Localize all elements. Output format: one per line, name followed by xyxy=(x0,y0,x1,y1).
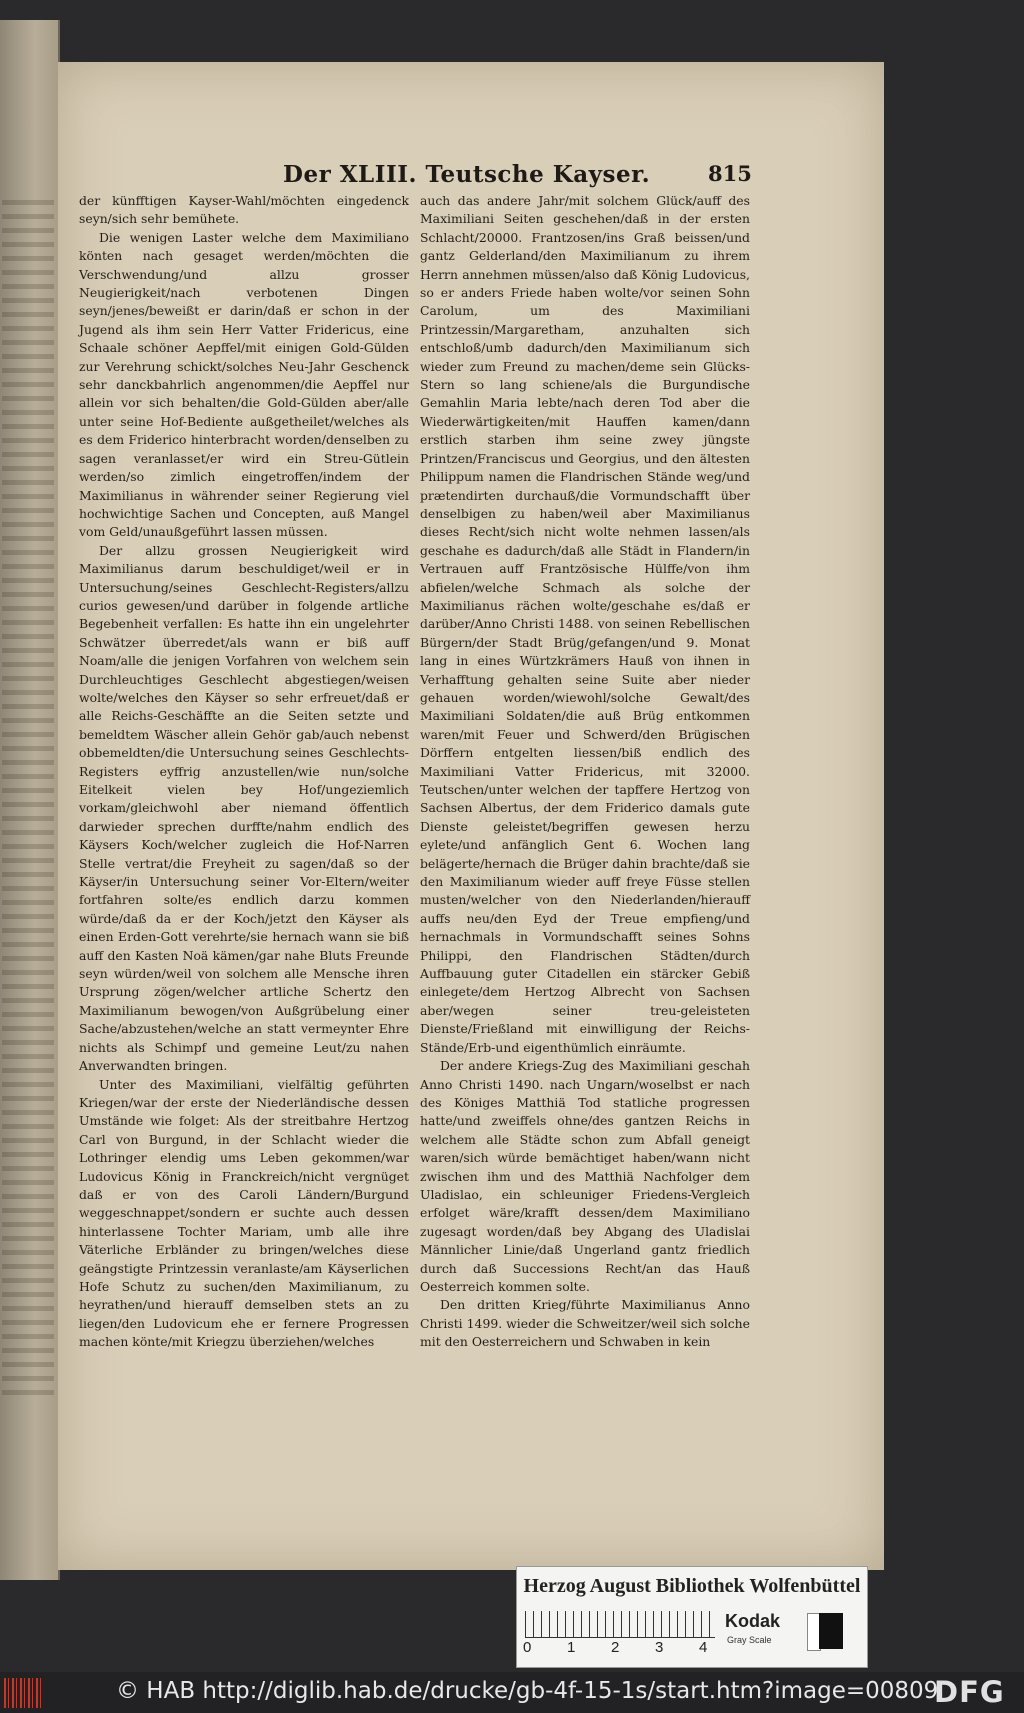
ruler-number: 4 xyxy=(699,1639,708,1656)
paragraph: Der andere Kriegs-Zug des Maximiliani geschah Anno Christi 1490. nach Ungarn/woselbst er nach des Königes Matthiä Tod statliche progressen hatte/und zweiffels ohne/des gantzen Reichs in welchem alle Städte schon zum Abfall geneigt waren/sich würde bemächtiget haben/wann nicht zwischen ihm und des Matthiä Nachfolger dem Uladislao, ein schleuniger Friedens-Vergleich erfolget wäre/krafft dessen/dem Maximiliano zugesagt worden/daß bey Abgang des Uladislai Männlicher Linie/daß Ungerland gantz friedlich durch daß Successions Recht/an das Hauß Oesterreich kommen solte. xyxy=(420,1058,750,1294)
page-header xyxy=(58,157,884,197)
kodak-sublabel: Gray Scale xyxy=(727,1635,772,1645)
page-title: Der XLIII. Teutsche Kayser. xyxy=(283,161,651,188)
paragraph: Unter des Maximiliani, vielfältig geführten Kriegen/war der erste der Niederländische dessen Umstände wie folget: Als der streitbahre Hertzog Carl von Burgund, in der Schlacht wieder die Lothringer elendig ums Leben gekommen/war Ludovicus König in Franckreich/nicht vergnüget daß er von des Caroli Ländern/Burgund weggeschnappet/sondern er suchte auch dessen hinterlassene Tochter Mariam, umb alle ihre Väterliche Erbländer zu bringen/welches diese geängstigte Printzessin veranlaste/am Käyserlichen Hofe Schutz zu suchen/den Maximilianum, zu heyrathen/und hierauff demselben stets an zu liegen/den Ludovicum ehe er fernere Progressen machen könte/mit Kriegzu überziehen/welches xyxy=(79,1076,409,1350)
left-text-column xyxy=(79,192,409,1352)
viewer-footer xyxy=(0,1672,1024,1713)
paragraph: auch das andere Jahr/mit solchem Glück/auff des Maximiliani Seiten geschehen/daß in der ersten Schlacht/20000. Frantzosen/ins Graß beissen/und gantz Gelderland/den Maximilianum zu ihrem Herrn annehmen müssen/also daß König Ludovicus, so er anders Friede haben wolte/vor seinen Sohn Carolum, um des Maximiliani Printzessin/Margaretham, anzuhalten sich entschloß/umb dadurch/den Maximilianum sich wieder zum Freund zu machen/deme sein Glücks-Stern so lang schiene/als die Burgundische Gemahlin Maria lebte/nach deren Tod aber die Wiederwärtigkeiten/mit Hauffen kamen/dann erstlich starben ihm seine zwey jüngste Printzen/Franciscus und Georgius, und den ältesten Philippum namen die Flandrischen Stände weg/und prætendirten durchauß/die Vormundschafft über denselbigen zu haben/weil aber Maximilianus dieses Recht/sich nicht wolte nehmen lassen/als geschahe es dadurch/daß alle Städt in Flandern/in Vertrauen auff Frantzösische Hülffe/von ihm abfielen/welche Schmach als solche der Maximilianus rächen wolte/geschahe es/daß er darüber/Anno Christi 1488. von seinen Rebellischen Bürgern/der Stadt Brüg/gefangen/und 9. Monat lang in eines Würtzkrämers Hauß von ihnen in Verhafftung gehalten seine Suite aber nieder gehauen worden/wiewohl/solche Gewalt/des Maximiliani Soldaten/die auß Brüg entkommen waren/mit Feuer und Schwerd/den Brügischen Dörffern entgelten liessen/biß endlich des Maximiliani Vatter Fridericus, mit 32000. Teutschen/unter welchen der tapffere Hertzog von Sachsen Albertus, der dem Friderico damals gute Dienste geleistet/begriffen gewesen herzu eylete/und anfänglich Gent 6. Wochen lang belägerte/hernach die Brüger dahin brachte/daß sie den Maximilianum wieder auff freye Füsse stellen musten/welcher von den Niederlanden/hierauff auffs neu/den Eyd der Treue empfieng/und hernachmals in Vormundschafft seines Sohns Philippi, den Flandrischen Städten/durch Auffbauung guter Citadellen ein stärcker Gebiß einlegete/dem Hertzog Albrecht von Sachsen aber/wegen seiner treu-geleisteten Dienste/Frießland mit einwilligung der Reichs-Stände/Erb-und eigenthümlich einräumte. xyxy=(420,193,750,1055)
ruler-numbers xyxy=(523,1639,713,1659)
barcode-icon xyxy=(4,1678,44,1708)
ruler-number: 2 xyxy=(611,1639,620,1656)
previous-page-edge xyxy=(0,20,60,1580)
dfg-logo: DFG xyxy=(934,1675,1005,1709)
previous-page-text-fragments xyxy=(2,200,54,1400)
page-number: 815 xyxy=(708,161,752,186)
library-name: Herzog August Bibliothek Wolfenbüttel xyxy=(523,1575,861,1597)
paragraph: der künfftigen Kayser-Wahl/möchten eingedenck seyn/sich sehr bemühete. xyxy=(79,193,409,227)
ruler-number: 0 xyxy=(523,1639,532,1656)
black-patch xyxy=(819,1613,843,1649)
kodak-gray-scale xyxy=(719,1609,859,1661)
paragraph: Der allzu grossen Neugierigkeit wird Maximilianus darum beschuldiget/weil er in Untersuchung/seines Geschlecht-Registers/allzu curios gewesen/und darüber in folgende artliche Begebenheit verfallen: Es hatte ihn ein ungelehrter Schwätzer überredet/als wann er biß auff Noam/alle die jenigen Vorfahren von welchem sein Durchleuchtiges Geschlecht abgestiegen/weisen wolte/welches den Käyser so sehr erfreuet/daß er alle Reichs-Geschäffte an die Seiten setzte und bemeldtem Wäscher allein Gehör gab/auch nebenst obbemeldten/die Untersuchung seines Geschlechts-Registers eyffrig anzustellen/wie nun/solche Eitelkeit vielen bey Hof/ungeziemlich vorkam/gleichwohl aber niemand öffentlich darwieder sprechen durffte/nahm endlich des Käysers Koch/welcher zugleich die Hof-Narren Stelle vertrat/die Freyheit zu sagen/daß so der Käyser/in Untersuchung seiner Vor-Eltern/weiter fortfahren solte/es endlich darzu kommen würde/daß da er der Koch/jetzt den Käyser als einen Erden-Gott verehrte/sie hernach wann sie biß auff den Kasten Noä kämen/gar nahe Bluts Freunde seyn würden/weil von solchem alle Mensche ihren Ursprung zögen/welcher artliche Schertz den Maximilianum bewogen/von Außgrübelung einer Sache/abzustehen/welche an statt vermeynter Ehre nichts als Schimpf und gemeine Leut/zu nahen Anverwandten bringen. xyxy=(79,542,409,1074)
ruler-scale xyxy=(525,1611,715,1638)
paragraph: Den dritten Krieg/führte Maximilianus Anno Christi 1499. wieder die Schweitzer/weil sich solche mit den Oesterreichern und Schwaben in kein xyxy=(420,1297,750,1350)
kodak-label: Kodak xyxy=(725,1611,781,1631)
document-page xyxy=(58,62,884,1570)
library-color-card xyxy=(516,1566,868,1668)
paragraph: Die wenigen Laster welche dem Maximiliano könten nach gesaget werden/möchten die Verschwendung/und allzu grosser Neugierigkeit/nach verbotenen Dingen seyn/jenes/beweißt er darin/daß er schon in der Jugend als ihm sein Herr Vatter Fridericus, eine Schaale schöner Aepffel/mit einigen Gold-Gülden zur Verehrung schickt/solches Neu-Jahr Geschenck sehr danckbahrlich angenommen/die Aepffel nur allein vor sich behalten/die Gold-Gülden aber/alle unter seine Hof-Bediente außgetheilet/welches als es dem Friderico hinterbracht worden/denselben zu sagen veranlasset/er wird ein Streu-Gütlein werden/so zimlich eingetroffen/indem der Maximilianus in währender seiner Regierung viel hochwichtige Sachen und Concepten, auß Mangel vom Geld/unaußgeführt lassen müssen. xyxy=(79,229,409,540)
copyright-url[interactable]: © HAB http://diglib.hab.de/drucke/gb-4f-15-1s/start.htm?image=00809 xyxy=(116,1678,939,1704)
right-text-column xyxy=(420,192,750,1352)
ruler-number: 1 xyxy=(567,1639,576,1656)
ruler-number: 3 xyxy=(655,1639,664,1656)
